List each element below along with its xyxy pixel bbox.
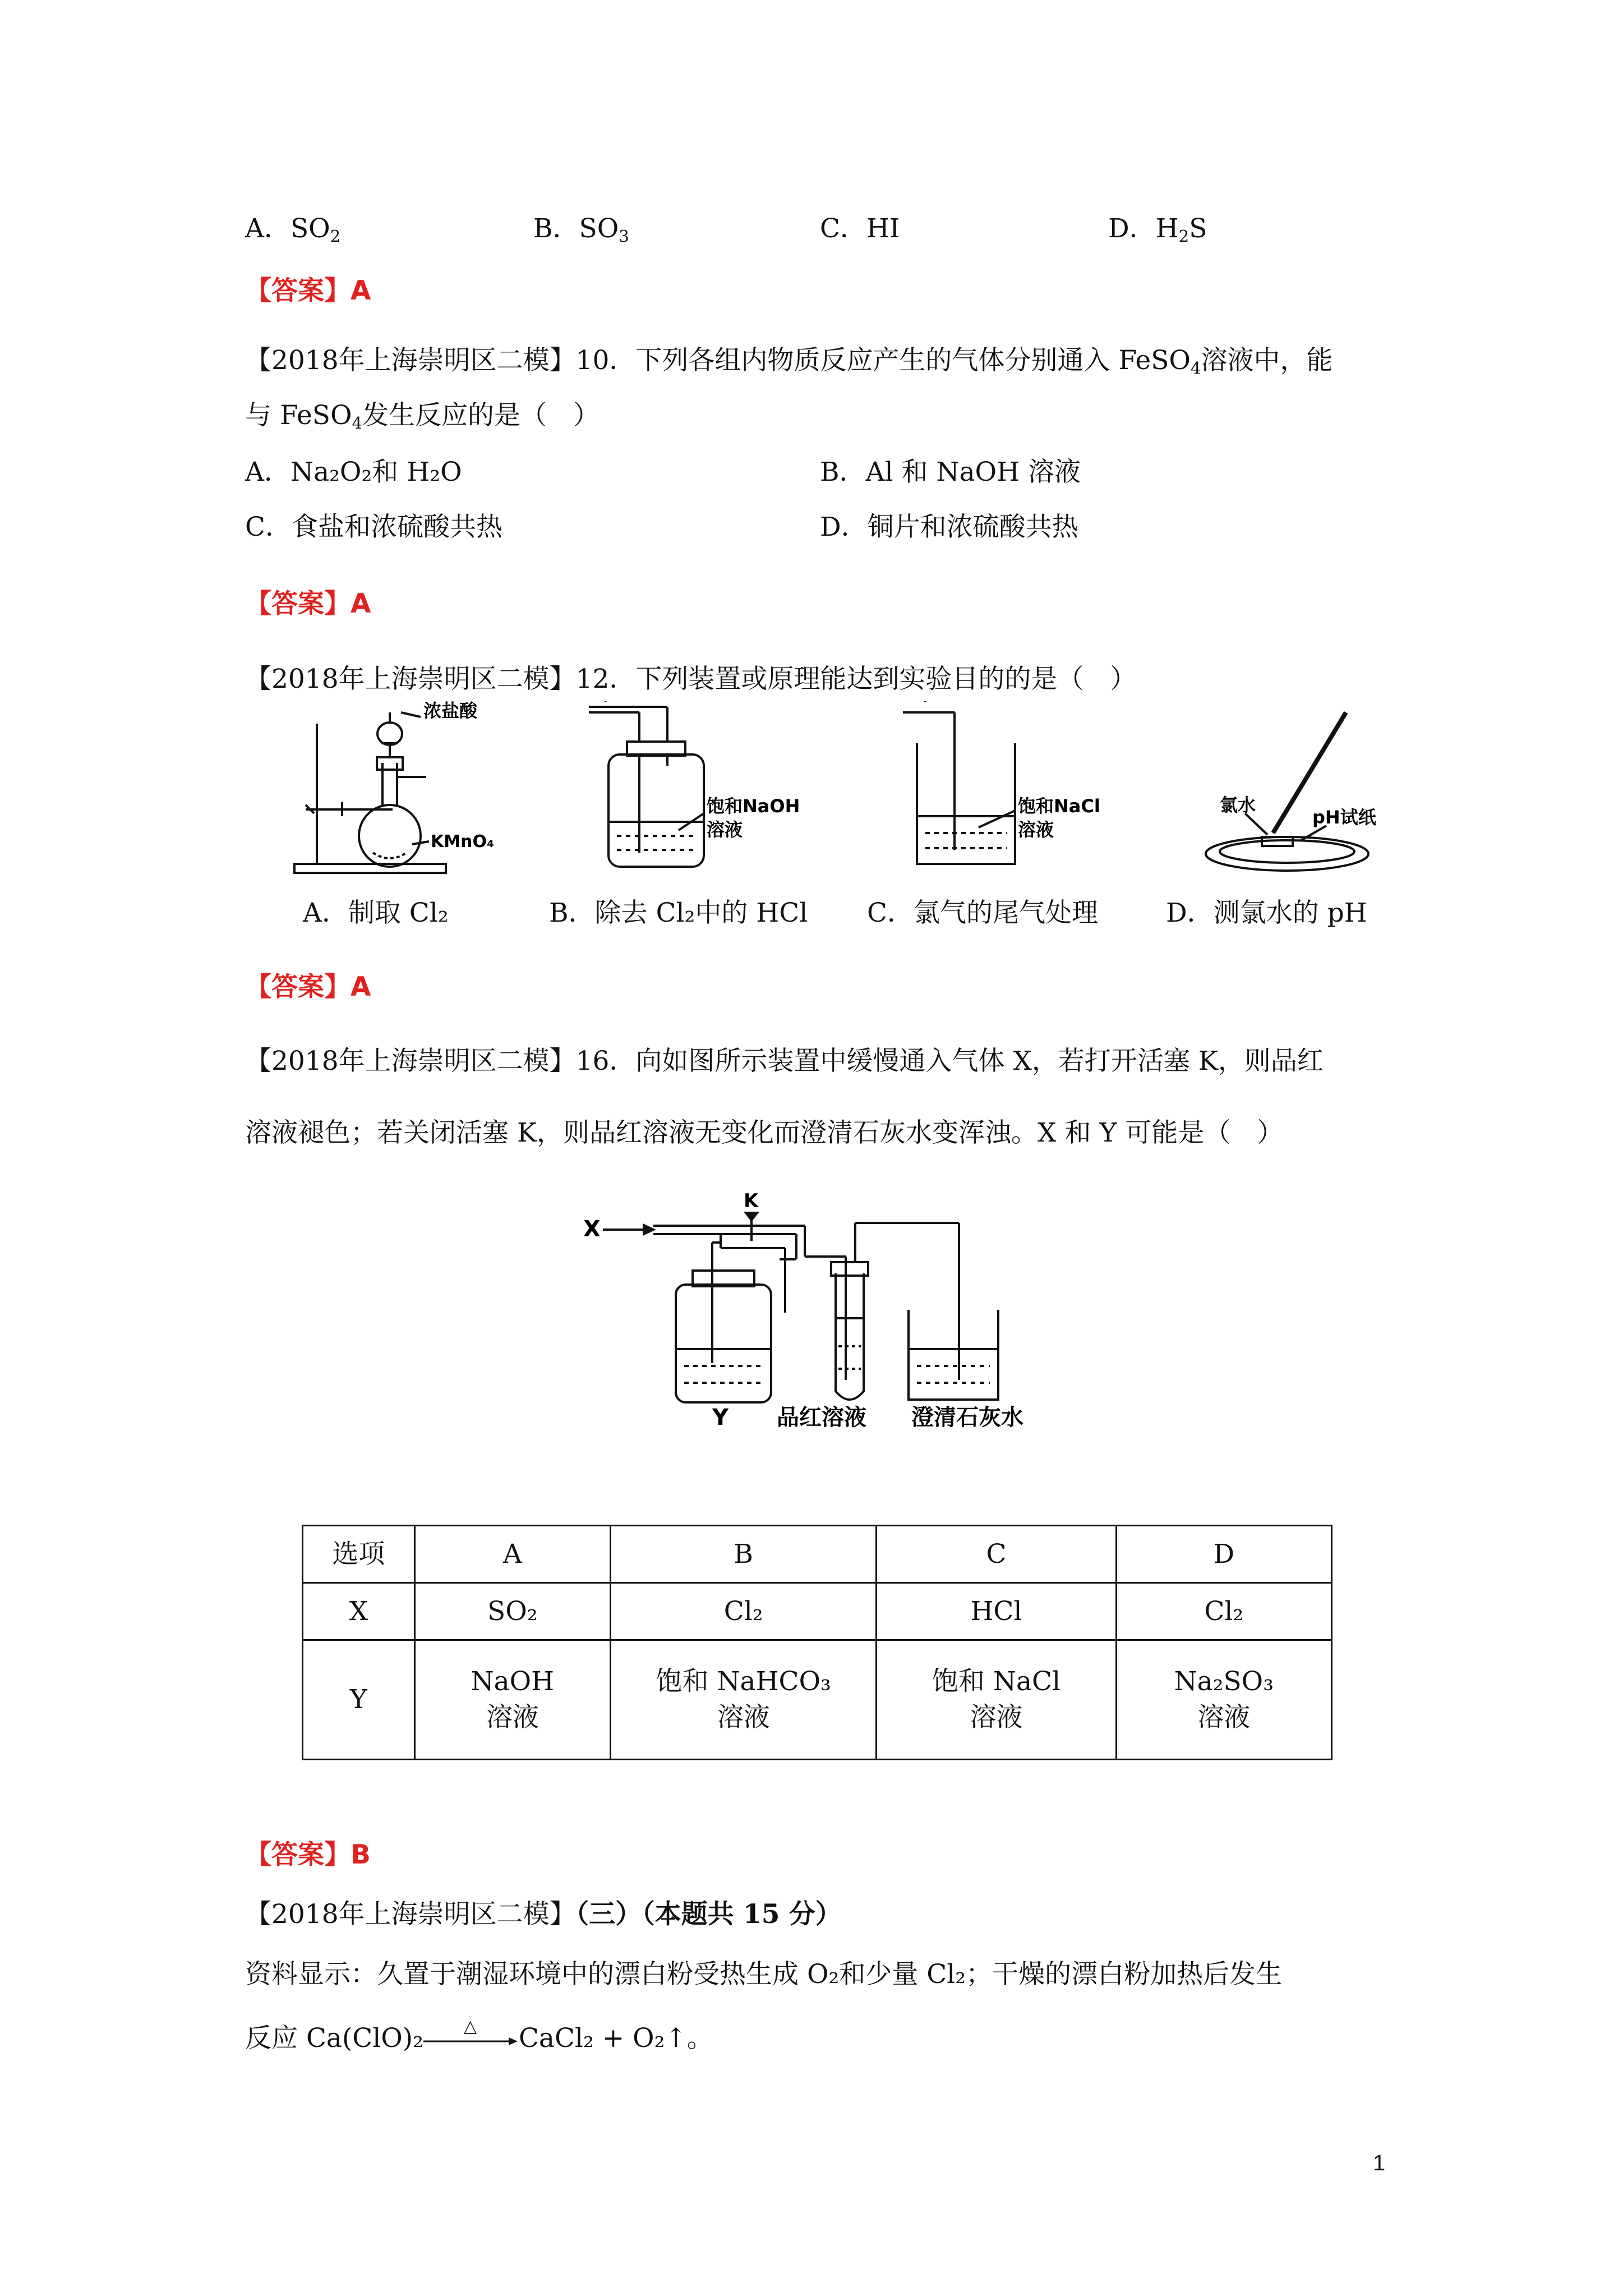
table-cell: B <box>611 1526 877 1583</box>
cell-line1: 饱和 NaCl <box>932 1666 1061 1697</box>
q12-caption-c: C．氯气的尾气处理 <box>867 898 1098 928</box>
table-cell <box>877 1640 1116 1760</box>
cell-line1: Na₂SO₃ <box>1174 1666 1274 1697</box>
q12-stem: 【2018年上海崇明区二模】12．下列装置或原理能达到实验目的的是（ ） <box>245 664 1137 694</box>
label-b-liquid1: 饱和NaOH <box>707 795 800 817</box>
q12-caption-b: B．除去 Cl₂中的 HCl <box>549 898 808 928</box>
q16-options-table <box>302 1525 1332 1760</box>
table-row <box>303 1526 1332 1583</box>
q3-para2: 反应 Ca(ClO)₂ △ CaCl₂ + O₂↑。 <box>245 2017 713 2054</box>
q12-caption-a: A．制取 Cl₂ <box>303 898 449 928</box>
watch-glass <box>1206 837 1368 871</box>
q9-option-c: C．HI <box>820 213 900 244</box>
table-cell: X <box>303 1583 415 1640</box>
q10-option-b: B．Al 和 NaOH 溶液 <box>820 457 1081 487</box>
stand-base <box>294 864 446 873</box>
cell-line2: 溶液 <box>717 1702 770 1733</box>
table-cell: Cl₂ <box>611 1583 877 1640</box>
q10-stem-line1: 【2018年上海崇明区二模】10．下列各组内物质反应产生的气体分别通入 FeSO$_4$溶液中，能 <box>245 345 1333 378</box>
cell-line1: NaOH <box>471 1666 555 1697</box>
table-cell <box>1116 1640 1331 1760</box>
table-cell: SO₂ <box>414 1583 610 1640</box>
limewater-beaker <box>909 1310 998 1400</box>
beaker <box>917 743 1015 864</box>
separatory-funnel <box>377 723 402 745</box>
label-y: Y <box>712 1405 728 1430</box>
label-b-liquid2: 溶液 <box>707 819 743 840</box>
q16-answer: 【答案】B <box>245 1839 371 1870</box>
q10-answer: 【答案】A <box>245 588 371 619</box>
table-cell: Cl₂ <box>1116 1583 1331 1640</box>
q10-option-c: C．食盐和浓硫酸共热 <box>245 512 502 542</box>
table-cell: A <box>414 1526 610 1583</box>
q3-para1: 资料显示：久置于潮湿环境中的漂白粉受热生成 O₂和少量 Cl₂；干燥的漂白粉加热后发生 <box>245 1959 1283 1990</box>
page-number: 1 <box>1373 2151 1386 2175</box>
q16-apparatus-figure <box>572 1178 1077 1436</box>
table-cell <box>611 1640 877 1760</box>
label-x: X <box>583 1216 601 1242</box>
label-ph-paper: pH试纸 <box>1312 807 1376 828</box>
label-chlorine-water: 氯水 <box>1220 794 1256 816</box>
cell-line2: 溶液 <box>970 1702 1023 1733</box>
label-limewater: 澄清石灰水 <box>911 1405 1023 1430</box>
table-cell: D <box>1116 1526 1331 1583</box>
table-row <box>303 1640 1332 1760</box>
q3-heading: 【2018年上海崇明区二模】（三）（本题共 15 分） <box>245 1899 842 1930</box>
label-k: K <box>744 1190 759 1212</box>
label-pinhong: 品红溶液 <box>777 1405 866 1430</box>
q10-option-d: D．铜片和浓硫酸共热 <box>820 512 1078 542</box>
test-tube <box>836 1273 864 1400</box>
table-cell: Y <box>303 1640 415 1760</box>
q10-stem-line2: 与 FeSO$_4$发生反应的是（ ） <box>245 400 600 433</box>
label-kmno4: KMnO₄ <box>431 832 495 852</box>
table-cell: HCl <box>877 1583 1116 1640</box>
reaction-arrow: △ <box>423 2029 519 2051</box>
cell-line1: 饱和 NaHCO₃ <box>656 1666 831 1697</box>
table-row <box>303 1583 1332 1640</box>
q16-stem-line1: 【2018年上海崇明区二模】16．向如图所示装置中缓慢通入气体 X，若打开活塞 K，则品红 <box>245 1046 1324 1076</box>
label-c-liquid2: 溶液 <box>1018 819 1054 840</box>
q16-stem-line2: 溶液褪色；若关闭活塞 K，则品红溶液无变化而澄清石灰水变浑浊。X 和 Y 可能是（ ） <box>245 1117 1284 1148</box>
label-c-liquid1: 饱和NaCl <box>1018 795 1100 817</box>
round-flask <box>359 805 421 867</box>
label-conc-hcl: 浓盐酸 <box>423 701 478 721</box>
q12-caption-d: D．测氯水的 pH <box>1166 898 1367 928</box>
cell-line2: 溶液 <box>1197 1702 1251 1733</box>
table-cell: 选项 <box>303 1526 415 1583</box>
gas-bottle <box>676 1285 771 1402</box>
q9-option-d: D．$H_2S$ <box>1108 213 1207 246</box>
table-cell <box>414 1640 610 1760</box>
q12-answer: 【答案】A <box>245 972 371 1002</box>
q10-option-a: A．Na₂O₂和 H₂O <box>245 457 462 487</box>
cell-line2: 溶液 <box>486 1702 539 1733</box>
q12-apparatus-figure <box>292 701 1481 886</box>
q9-answer: 【答案】A <box>245 275 371 306</box>
q9-option-b: B．$SO_3$ <box>533 213 629 246</box>
q9-option-a: A．$SO_2$ <box>245 213 341 246</box>
table-cell: C <box>877 1526 1116 1583</box>
